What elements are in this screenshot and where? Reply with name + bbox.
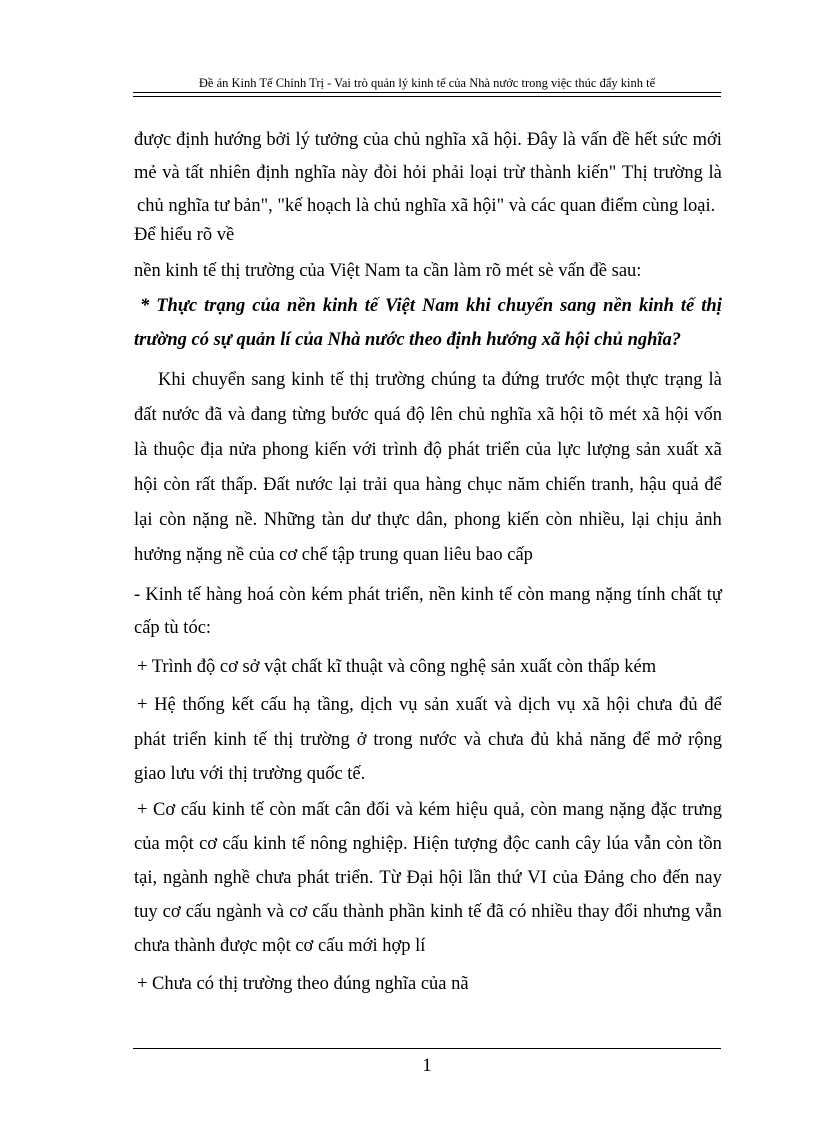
- body-line-18: phát triển kinh tế thị trường ở trong nước và chưa đủ khả năng để mở rộng: [134, 730, 722, 750]
- body-line-3: chủ nghĩa tư bản", "kế hoạch là chủ nghĩa xã hội" và các quan điểm cùng loại.: [137, 196, 716, 216]
- body-line-15: cấp tù tóc:: [134, 618, 212, 638]
- section-heading-line-2: trường có sự quản lí của Nhà nước theo định hướng xã hội chủ nghĩa?: [134, 330, 682, 350]
- body-line-11: hội còn rất thấp. Đất nước lại trải qua hàng chục năm chiến tranh, hậu quả để: [134, 475, 722, 495]
- body-line-5: nền kinh tế thị trường của Việt Nam ta cần làm rõ mét sè vấn đề sau:: [134, 261, 642, 281]
- body-line-25: + Chưa có thị trường theo đúng nghĩa của nã: [137, 974, 469, 994]
- body-line-20: + Cơ cấu kinh tế còn mất cân đối và kém hiệu quả, còn mang nặng đặc trưng: [137, 800, 722, 820]
- section-heading-line-1: * Thực trạng của nền kinh tế Việt Nam khi chuyển sang nền kinh tế thị: [140, 296, 722, 316]
- page-number: 1: [422, 1055, 432, 1076]
- footer-rule: [133, 1048, 721, 1049]
- body-line-4: Để hiểu rõ về: [134, 225, 235, 245]
- body-line-22: tại, ngành nghề chưa phát triển. Từ Đại hội lần thứ VI của Đảng cho đến nay: [134, 868, 722, 888]
- body-line-8: Khi chuyển sang kinh tế thị trường chúng ta đứng trước một thực trạng là: [158, 370, 722, 390]
- body-line-21: của một cơ cấu kinh tế nông nghiệp. Hiện tượng độc canh cây lúa vẫn còn tồn: [134, 834, 722, 854]
- body-line-17: + Hệ thống kết cấu hạ tầng, dịch vụ sản xuất và dịch vụ xã hội chưa đủ để: [137, 695, 722, 715]
- body-line-10: là thuộc địa nửa phong kiến với trình độ phát triển của lực lượng sản xuất xã: [134, 440, 722, 460]
- header-double-rule: [133, 92, 721, 97]
- body-line-24: chưa thành được một cơ cấu mới hợp lí: [134, 936, 426, 956]
- body-line-1: được định hướng bởi lý tưởng của chủ nghĩa xã hội. Đây là vấn đề hết sức mới: [134, 130, 722, 150]
- body-line-12: lại còn nặng nề. Những tàn dư thực dân, phong kiến còn nhiều, lại chịu ảnh: [134, 510, 722, 530]
- body-line-23: tuy cơ cấu ngành và cơ cấu thành phần kinh tế đã có nhiều thay đổi nhưng vẫn: [134, 902, 722, 922]
- body-line-14: - Kinh tế hàng hoá còn kém phát triển, nền kinh tế còn mang nặng tính chất tự: [134, 585, 722, 605]
- running-header: Đề án Kinh Tế Chính Trị - Vai trò quản lý kinh tế của Nhà nước trong việc thúc đẩy kinh tế: [198, 76, 656, 90]
- body-line-2: mẻ và tất nhiên định nghĩa này đòi hỏi phải loại trừ thành kiến" Thị trường là: [134, 163, 722, 183]
- body-line-19: giao lưu với thị trường quốc tế.: [134, 764, 366, 784]
- body-line-9: đất nước đã và đang từng bước quá độ lên chủ nghĩa xã hội tõ mét xã hội vốn: [134, 405, 722, 425]
- body-line-16: + Trình độ cơ sở vật chất kĩ thuật và công nghệ sản xuất còn thấp kém: [137, 657, 657, 677]
- body-line-13: hưởng nặng nề của cơ chế tập trung quan liêu bao cấp: [134, 545, 533, 565]
